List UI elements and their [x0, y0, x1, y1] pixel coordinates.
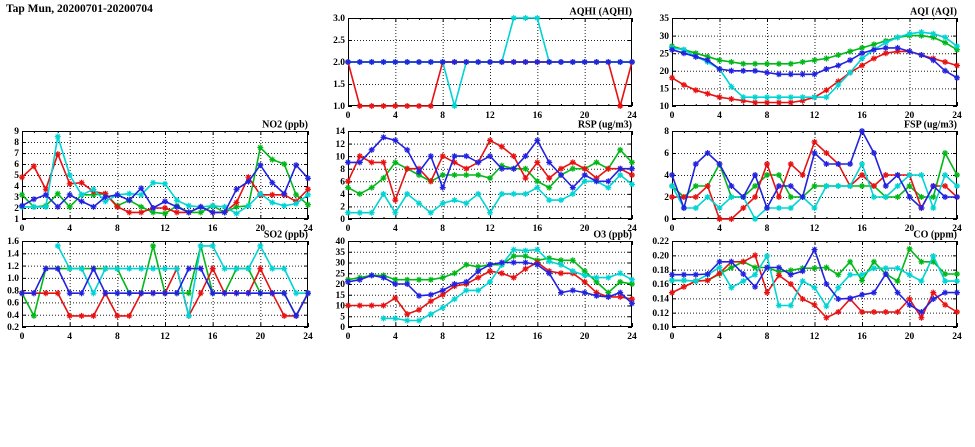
o3-ytick-label: 10 [335, 301, 345, 312]
so2-ytick-label: 0.6 [7, 298, 19, 309]
no2-ytick-label: 1 [14, 215, 19, 226]
o3-ytick-label: 25 [335, 269, 345, 280]
fsp-ytick-label: 2 [664, 193, 669, 204]
aqi-xtick-label: 0 [669, 111, 675, 121]
o3-ytick-label: 30 [335, 258, 345, 269]
aqhi-ytick-label: 3.0 [333, 14, 345, 25]
rsp-canvas [322, 117, 646, 237]
o3-ytick-label: 20 [335, 280, 345, 291]
aqi-ytick-label: 15 [659, 84, 669, 95]
co-xtick-label: 16 [857, 332, 867, 342]
aqi-xtick-label: 20 [904, 111, 915, 121]
o3-xtick-label: 4 [392, 332, 398, 342]
so2-ytick-label: 0.4 [7, 310, 19, 321]
fsp-xtick-label: 24 [952, 224, 962, 234]
aqhi-xtick-label: 8 [440, 111, 446, 121]
aqhi-title: AQHI (AQHI) [569, 6, 632, 18]
fsp-ytick-label: 0 [664, 215, 669, 226]
chart-aqi [646, 4, 971, 124]
co-markers-cyan [669, 253, 960, 309]
co-xtick-label: 4 [717, 332, 722, 342]
so2-ytick-label: 0.8 [7, 286, 19, 297]
co-ytick-label: 0.10 [652, 323, 669, 334]
no2-canvas [0, 117, 322, 237]
aqi-xtick-label: 8 [764, 111, 770, 121]
rsp-ytick-label: 0 [340, 215, 345, 226]
fsp-title: FSP (ug/m3) [903, 119, 957, 131]
o3-canvas [322, 227, 646, 345]
co-ytick-label: 0.22 [652, 237, 669, 248]
aqi-canvas [646, 4, 971, 124]
fsp-ytick-label: 8 [664, 127, 669, 138]
no2-xtick-label: 24 [303, 224, 313, 234]
o3-ytick-label: 15 [335, 290, 345, 301]
rsp-ytick-label: 14 [335, 127, 345, 138]
fsp-canvas [646, 117, 971, 237]
o3-xtick-label: 20 [579, 332, 590, 342]
aqi-ytick-label: 35 [659, 14, 669, 25]
fsp-xtick-label: 16 [857, 224, 867, 234]
no2-xtick-label: 16 [207, 224, 218, 234]
aqhi-xtick-label: 24 [627, 111, 637, 121]
aqhi-xtick-label: 0 [345, 111, 351, 121]
aqhi-canvas [322, 4, 646, 124]
fsp-xtick-label: 20 [904, 224, 915, 234]
aqhi-ytick-label: 1.5 [333, 80, 345, 91]
no2-title: NO2 (ppb) [262, 119, 308, 131]
chart-aqhi [322, 4, 646, 124]
rsp-title: RSP (ug/m3) [577, 119, 632, 131]
chart-fsp [646, 117, 971, 237]
no2-xtick-label: 12 [160, 224, 170, 234]
co-xtick-label: 20 [904, 332, 915, 342]
o3-ytick-label: 0 [340, 323, 345, 334]
co-xtick-label: 12 [809, 332, 820, 342]
chart-no2 [0, 117, 322, 237]
aqhi-xtick-label: 16 [532, 111, 543, 121]
so2-xtick-label: 8 [114, 332, 120, 342]
o3-xtick-label: 0 [345, 332, 351, 342]
no2-ytick-label: 4 [14, 182, 19, 193]
co-ytick-label: 0.16 [652, 280, 669, 291]
no2-ytick-label: 7 [14, 149, 19, 160]
rsp-ytick-label: 10 [335, 152, 345, 163]
fsp-xtick-label: 12 [809, 224, 820, 234]
so2-xtick-label: 24 [303, 332, 313, 342]
rsp-xtick-label: 24 [627, 224, 637, 234]
co-xtick-label: 8 [764, 332, 770, 342]
no2-ytick-label: 3 [14, 193, 19, 204]
aqhi-xtick-label: 4 [392, 111, 398, 121]
chart-co [646, 227, 971, 345]
fsp-xtick-label: 4 [717, 224, 722, 234]
chart-so2 [0, 227, 322, 345]
fsp-xtick-label: 8 [764, 224, 770, 234]
rsp-xtick-label: 8 [440, 224, 446, 234]
co-ytick-label: 0.20 [652, 251, 669, 262]
aqi-xtick-label: 4 [717, 111, 722, 121]
no2-xtick-label: 4 [67, 224, 73, 234]
rsp-xtick-label: 0 [345, 224, 351, 234]
aqhi-xtick-label: 12 [485, 111, 495, 121]
rsp-ytick-label: 4 [340, 190, 345, 201]
aqi-ytick-label: 20 [659, 67, 669, 77]
no2-xtick-label: 20 [255, 224, 266, 234]
aqi-xtick-label: 16 [857, 111, 867, 121]
so2-ytick-label: 1.6 [7, 237, 19, 248]
rsp-ytick-label: 8 [340, 164, 345, 175]
aqi-ytick-label: 25 [659, 49, 669, 60]
co-ytick-label: 0.14 [652, 294, 669, 305]
no2-xtick-label: 0 [19, 224, 25, 234]
rsp-xtick-label: 16 [532, 224, 543, 234]
o3-ytick-label: 40 [335, 237, 345, 248]
co-xtick-label: 24 [952, 332, 962, 342]
so2-xtick-label: 0 [19, 332, 25, 342]
fsp-xtick-label: 0 [669, 224, 675, 234]
so2-ytick-label: 0.2 [7, 323, 19, 334]
co-ytick-label: 0.18 [652, 265, 669, 276]
co-xtick-label: 0 [669, 332, 675, 342]
rsp-xtick-label: 12 [485, 224, 495, 234]
so2-canvas [0, 227, 322, 345]
aqi-xtick-label: 12 [809, 111, 820, 121]
page-title: Tap Mun, 20200701-20200704 [6, 3, 153, 15]
co-canvas [646, 227, 971, 345]
so2-xtick-label: 4 [67, 332, 73, 342]
co-ytick-label: 0.12 [652, 308, 669, 319]
fsp-ytick-label: 4 [664, 171, 669, 182]
no2-xtick-label: 8 [114, 224, 120, 234]
rsp-ytick-label: 12 [335, 139, 345, 150]
so2-xtick-label: 20 [255, 332, 266, 342]
so2-xtick-label: 12 [160, 332, 170, 342]
aqi-markers-green [669, 33, 960, 67]
o3-ytick-label: 5 [340, 312, 345, 323]
so2-title: SO2 (ppb) [263, 229, 308, 241]
aqhi-ytick-label: 2.0 [333, 58, 345, 69]
o3-xtick-label: 12 [485, 332, 495, 342]
no2-ytick-label: 8 [14, 138, 19, 149]
no2-ytick-label: 2 [14, 204, 19, 215]
fsp-ytick-label: 6 [664, 149, 669, 160]
so2-xtick-label: 16 [207, 332, 218, 342]
aqi-title: AQI (AQI) [910, 6, 957, 18]
no2-ytick-label: 9 [14, 127, 19, 138]
no2-ytick-label: 5 [14, 171, 19, 182]
o3-xtick-label: 8 [440, 332, 446, 342]
rsp-ytick-label: 2 [340, 202, 345, 213]
aqi-xtick-label: 24 [952, 111, 962, 121]
co-title: CO (ppm) [913, 229, 957, 241]
o3-xtick-label: 24 [627, 332, 637, 342]
aqhi-ytick-label: 1.0 [333, 102, 345, 113]
aqi-ytick-label: 30 [659, 31, 669, 42]
o3-title: O3 (ppb) [593, 229, 632, 241]
aqhi-xtick-label: 20 [579, 111, 590, 121]
so2-ytick-label: 1.4 [7, 249, 19, 260]
aqi-ytick-label: 10 [659, 102, 669, 113]
chart-o3 [322, 227, 646, 345]
rsp-xtick-label: 4 [392, 224, 398, 234]
o3-ytick-label: 35 [335, 247, 345, 258]
aqhi-ytick-label: 2.5 [333, 36, 345, 47]
chart-rsp [322, 117, 646, 237]
o3-xtick-label: 16 [532, 332, 543, 342]
no2-ytick-label: 6 [14, 160, 19, 171]
rsp-ytick-label: 6 [340, 177, 345, 188]
so2-ytick-label: 1.2 [7, 261, 19, 272]
rsp-xtick-label: 20 [579, 224, 590, 234]
so2-ytick-label: 1.0 [7, 274, 19, 285]
